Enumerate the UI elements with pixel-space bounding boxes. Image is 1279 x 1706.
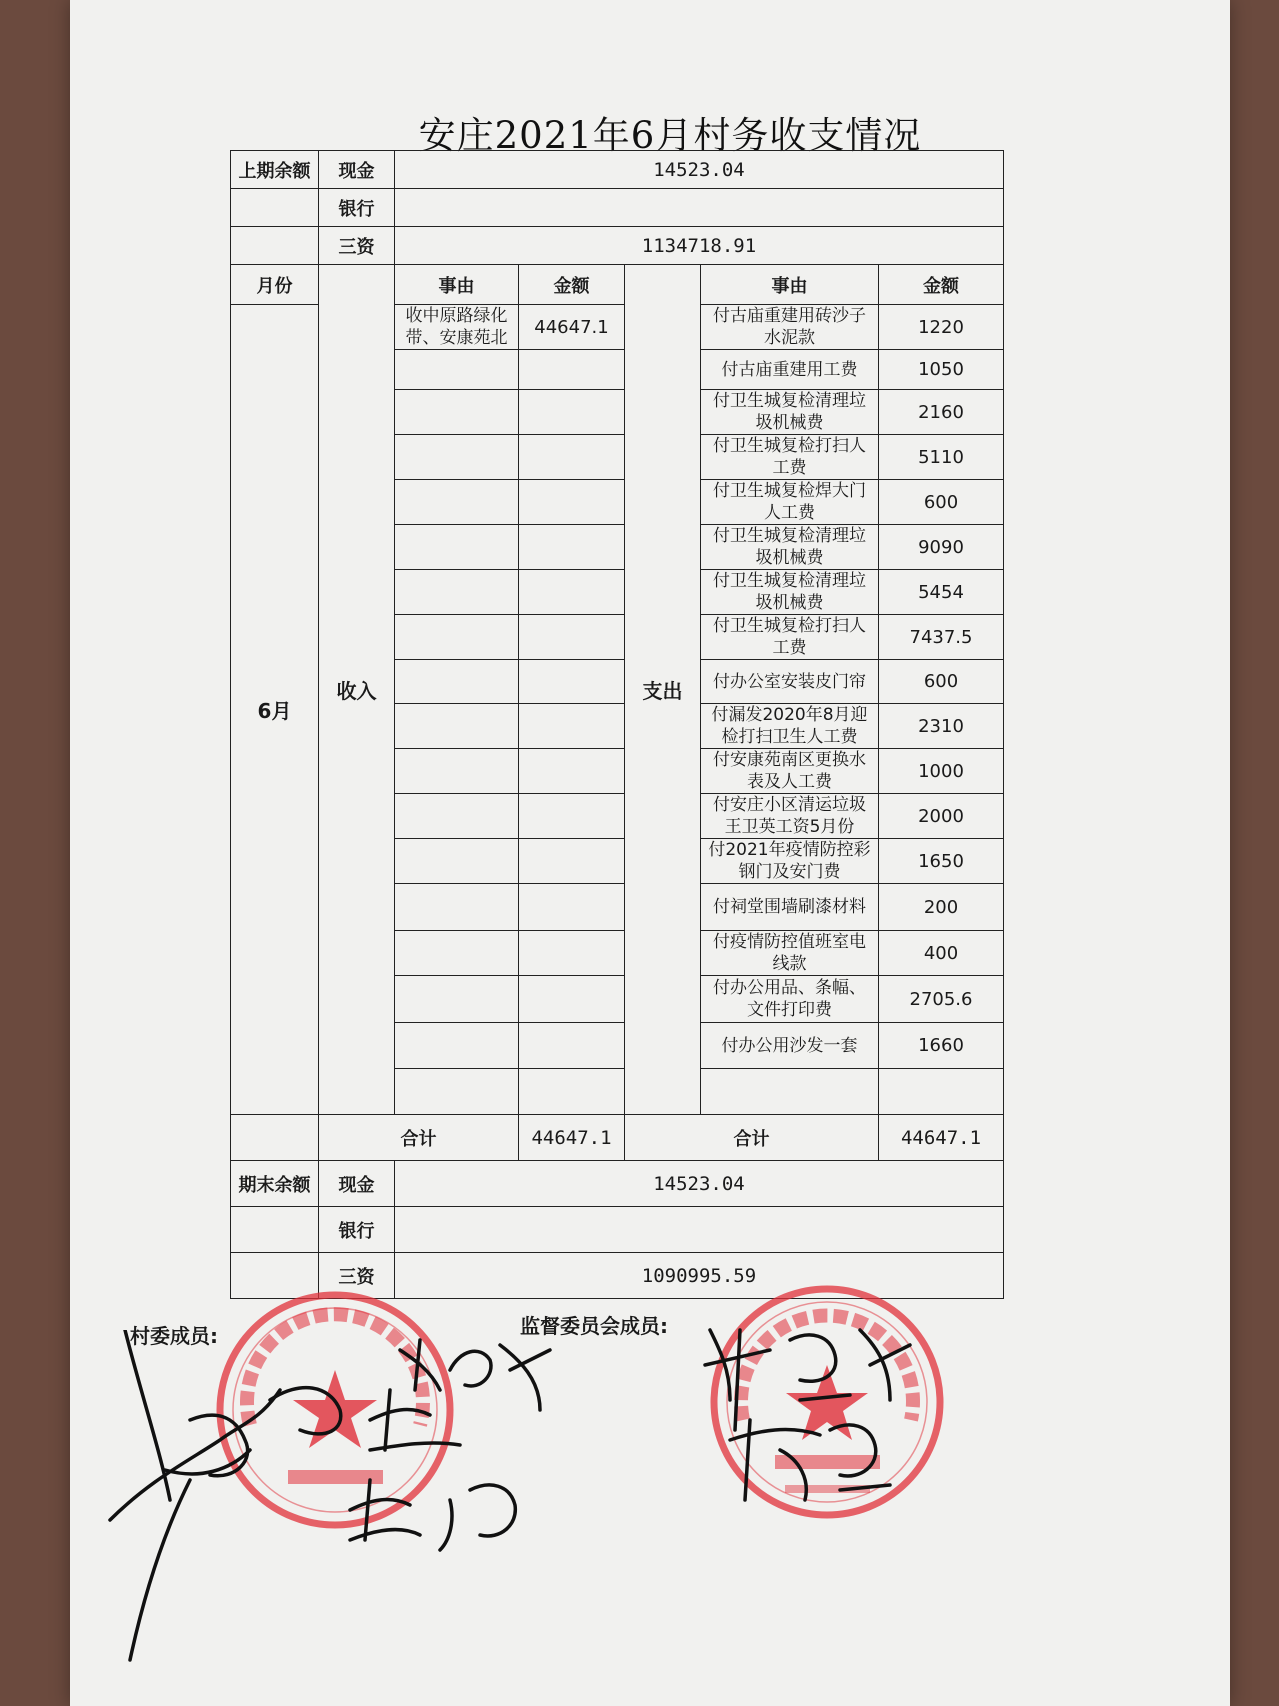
expense-item-amount: 400 <box>879 931 1004 976</box>
expense-item-amount: 9090 <box>879 525 1004 570</box>
expense-item-amount: 1000 <box>879 749 1004 794</box>
income-item-reason <box>395 570 519 615</box>
income-item-amount <box>519 839 625 884</box>
committee-label: 村委成员: <box>130 1324 218 1348</box>
income-item-amount <box>519 615 625 660</box>
expense-item-reason: 付卫生城复检焊大门人工费 <box>701 480 879 525</box>
income-item-reason <box>395 480 519 525</box>
opening-assets-label: 三资 <box>319 227 395 265</box>
expense-item-amount: 2310 <box>879 704 1004 749</box>
income-item-reason <box>395 390 519 435</box>
expense-item-reason: 付卫生城复检清理垃圾机械费 <box>701 525 879 570</box>
expense-total-label: 合计 <box>625 1115 879 1161</box>
month-header: 月份 <box>231 265 319 305</box>
opening-assets-value: 1134718.91 <box>395 227 1004 265</box>
income-item-amount <box>519 480 625 525</box>
expense-item-reason: 付卫生城复检清理垃圾机械费 <box>701 570 879 615</box>
expense-item-reason: 付祠堂围墙刷漆材料 <box>701 884 879 931</box>
blank-cell <box>231 189 319 227</box>
blank-cell <box>231 227 319 265</box>
income-item-reason <box>395 525 519 570</box>
supervision-signatures <box>690 1310 990 1510</box>
income-item-amount <box>519 525 625 570</box>
expense-item-reason: 付安康苑南区更换水表及人工费 <box>701 749 879 794</box>
opening-balance-label: 上期余额 <box>231 151 319 189</box>
income-item-reason <box>395 884 519 931</box>
closing-row <box>231 1207 1004 1253</box>
expense-item-reason: 付办公用品、条幅、文件打印费 <box>701 976 879 1023</box>
blank-cell <box>395 1069 519 1115</box>
income-item-reason <box>395 1023 519 1069</box>
closing-item-value: 1090995.59 <box>395 1253 1004 1299</box>
expense-item-reason: 付2021年疫情防控彩钢门及安门费 <box>701 839 879 884</box>
month-value: 6月 <box>231 305 319 1115</box>
expense-item-amount: 1050 <box>879 350 1004 390</box>
expense-item-reason: 付卫生城复检打扫人工费 <box>701 615 879 660</box>
closing-row <box>231 1161 1004 1207</box>
expense-item-amount: 7437.5 <box>879 615 1004 660</box>
income-item-reason <box>395 660 519 704</box>
income-item-amount <box>519 976 625 1023</box>
document-title: 安庄2021年6月村务收支情况 <box>418 114 922 157</box>
income-item-reason: 收中原路绿化带、安康苑北 <box>395 305 519 350</box>
income-item-amount <box>519 660 625 704</box>
income-item-amount <box>519 794 625 839</box>
opening-bank-label: 银行 <box>319 189 395 227</box>
expense-item-reason: 付古庙重建用工费 <box>701 350 879 390</box>
income-item-reason <box>395 704 519 749</box>
expense-item-amount: 200 <box>879 884 1004 931</box>
income-total-value: 44647.1 <box>519 1115 625 1161</box>
expense-item-amount: 2705.6 <box>879 976 1004 1023</box>
expense-reason-header: 事由 <box>701 265 879 305</box>
expense-item-amount: 1660 <box>879 1023 1004 1069</box>
income-item-reason <box>395 976 519 1023</box>
expense-item-reason: 付卫生城复检打扫人工费 <box>701 435 879 480</box>
expense-amount-header: 金额 <box>879 265 1004 305</box>
expense-label: 支出 <box>625 265 701 1115</box>
blank-cell <box>231 1207 319 1253</box>
income-item-amount <box>519 390 625 435</box>
expense-item-amount: 5110 <box>879 435 1004 480</box>
supervision-label: 监督委员会成员: <box>520 1314 668 1338</box>
opening-cash-row <box>231 151 1004 189</box>
closing-item-value: 14523.04 <box>395 1161 1004 1207</box>
closing-balance-label: 期末余额 <box>231 1161 319 1207</box>
closing-item-value <box>395 1207 1004 1253</box>
expense-item-reason: 付古庙重建用砖沙子水泥款 <box>701 305 879 350</box>
income-item-reason <box>395 794 519 839</box>
expense-item-reason: 付卫生城复检清理垃圾机械费 <box>701 390 879 435</box>
expense-item-amount: 600 <box>879 480 1004 525</box>
opening-cash-label: 现金 <box>319 151 395 189</box>
expense-item-reason: 付安庄小区清运垃圾王卫英工资5月份 <box>701 794 879 839</box>
closing-item-label: 银行 <box>319 1207 395 1253</box>
income-item-amount <box>519 1023 625 1069</box>
expense-item-amount: 600 <box>879 660 1004 704</box>
finance-table <box>230 150 1004 1299</box>
income-label: 收入 <box>319 265 395 1115</box>
expense-total-value: 44647.1 <box>879 1115 1004 1161</box>
committee-signatures <box>70 1330 690 1700</box>
totals-row <box>231 1115 1004 1161</box>
blank-cell <box>701 1069 879 1115</box>
income-item-amount <box>519 749 625 794</box>
expense-item-amount: 5454 <box>879 570 1004 615</box>
closing-item-label: 现金 <box>319 1161 395 1207</box>
income-item-amount: 44647.1 <box>519 305 625 350</box>
opening-bank-value <box>395 189 1004 227</box>
column-header-row <box>231 265 1004 305</box>
income-item-reason <box>395 749 519 794</box>
opening-assets-row <box>231 227 1004 265</box>
blank-cell <box>519 1069 625 1115</box>
income-item-amount <box>519 350 625 390</box>
income-reason-header: 事由 <box>395 265 519 305</box>
income-item-reason <box>395 350 519 390</box>
blank-cell <box>879 1069 1004 1115</box>
opening-bank-row <box>231 189 1004 227</box>
blank-cell <box>231 1115 319 1161</box>
expense-item-amount: 1220 <box>879 305 1004 350</box>
income-item-amount <box>519 570 625 615</box>
expense-item-amount: 2000 <box>879 794 1004 839</box>
income-item-amount <box>519 704 625 749</box>
expense-item-reason: 付办公用沙发一套 <box>701 1023 879 1069</box>
income-total-label: 合计 <box>319 1115 519 1161</box>
income-item-reason <box>395 615 519 660</box>
opening-cash-value: 14523.04 <box>395 151 1004 189</box>
expense-item-amount: 1650 <box>879 839 1004 884</box>
closing-item-label: 三资 <box>319 1253 395 1299</box>
expense-item-reason: 付办公室安装皮门帘 <box>701 660 879 704</box>
income-item-amount <box>519 435 625 480</box>
income-item-amount <box>519 931 625 976</box>
income-item-amount <box>519 884 625 931</box>
expense-item-reason: 付疫情防控值班室电线款 <box>701 931 879 976</box>
expense-item-amount: 2160 <box>879 390 1004 435</box>
income-item-reason <box>395 839 519 884</box>
document-page <box>70 0 1230 1706</box>
expense-item-reason: 付漏发2020年8月迎检打扫卫生人工费 <box>701 704 879 749</box>
income-amount-header: 金额 <box>519 265 625 305</box>
income-item-reason <box>395 435 519 480</box>
income-item-reason <box>395 931 519 976</box>
